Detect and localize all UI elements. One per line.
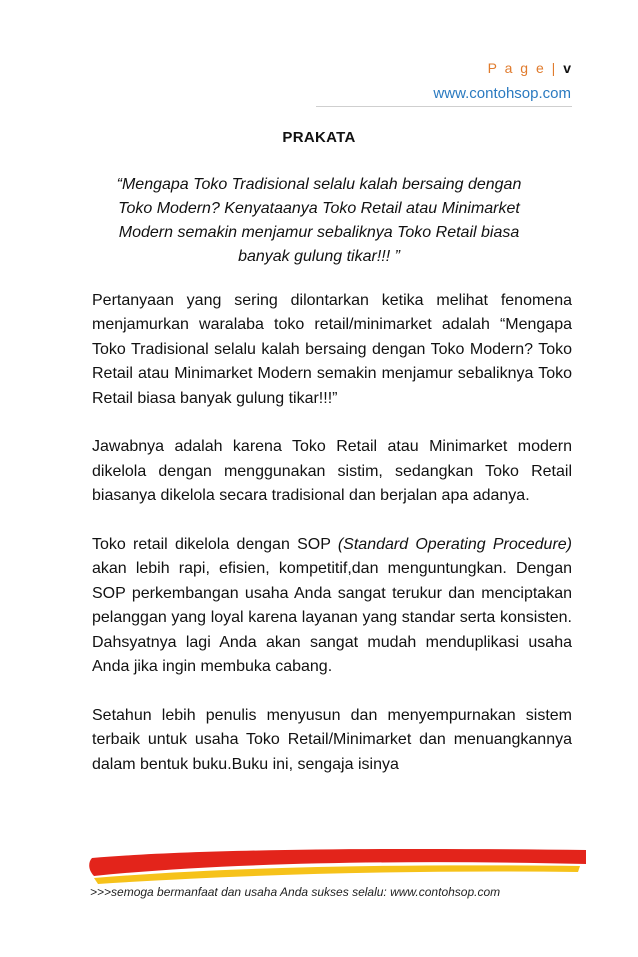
paragraph-1: Pertanyaan yang sering dilontarkan ketika melihat fenomena menjamurkan waralaba toko retail/minimarket adalah “Mengapa Toko Tradisional selalu kalah bersaing dengan Toko Modern? Toko Retail atau Minimarket Modern semakin menjamur sebaliknya Toko Retail biasa banyak gulung tikar!!!” bbox=[92, 292, 572, 407]
body-text bbox=[92, 289, 572, 801]
page-number-value: v bbox=[563, 60, 571, 76]
page-number bbox=[488, 60, 571, 76]
footer-text: >>>semoga bermanfaat dan usaha Anda sukses selalu: www.contohsop.com bbox=[90, 885, 501, 899]
footer-swoosh-graphic bbox=[88, 846, 586, 884]
paragraph-3-before: Toko retail dikelola dengan SOP bbox=[92, 536, 331, 554]
header-divider bbox=[316, 106, 572, 107]
intro-quote: “Mengapa Toko Tradisional selalu kalah bersaing dengan Toko Modern? Kenyataanya Toko Retail atau Minimarket Modern semakin menjamur sebaliknya Toko Retail biasa banyak gulung tikar!!! ” bbox=[116, 176, 522, 265]
paragraph-3 bbox=[92, 533, 572, 679]
paragraph-3-after: akan lebih rapi, efisien, kompetitif,dan menguntungkan. Dengan SOP perkembangan usaha Anda sangat terukur dan menciptakan pelanggan yang loyal karena layanan yang standar serta konsisten. Dahsyatnya lagi Anda akan sangat mudah menduplikasi usaha Anda jika ingin membuka cabang. bbox=[92, 560, 572, 676]
header-url-link[interactable]: www.contohsop.com bbox=[433, 85, 571, 102]
page-separator: | bbox=[551, 60, 558, 76]
page-label: P a g e bbox=[487, 60, 546, 76]
paragraph-2: Jawabnya adalah karena Toko Retail atau Minimarket modern dikelola dengan menggunakan sistim, sedangkan Toko Retail biasanya dikelola secara tradisional dan berjalan apa adanya. bbox=[92, 438, 572, 505]
paragraph-4: Setahun lebih penulis menyusun dan menyempurnakan sistem terbaik untuk usaha Toko Retail/Minimarket dan menuangkannya dalam bentuk buku.Buku ini, sengaja isinya bbox=[92, 706, 572, 773]
sop-term: (Standard Operating Procedure) bbox=[337, 536, 573, 554]
page-title: PRAKATA bbox=[282, 129, 356, 146]
